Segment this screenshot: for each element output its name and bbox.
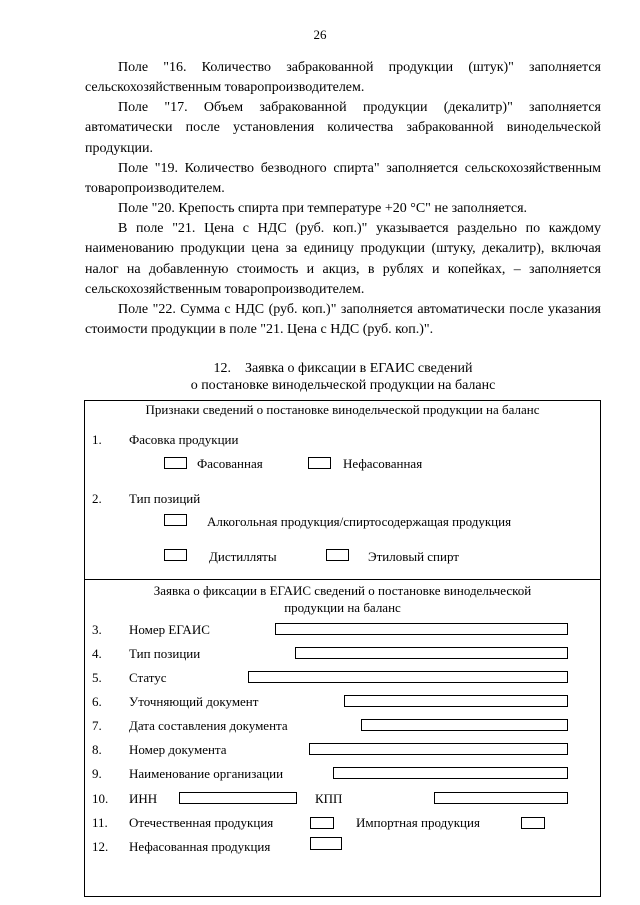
field4-label: Тип позиции [129, 646, 201, 661]
field8-label: Номер документа [129, 742, 227, 757]
paragraph-field-16: Поле "16. Количество забракованной продукции (штук)" заполняется сельскохозяйственным товаропроизводителем. [85, 60, 601, 96]
kpp-label: КПП [315, 791, 343, 806]
item1-label: Фасовка продукции [129, 432, 239, 447]
unpackaged-product-label: Нефасованная продукция [129, 839, 271, 854]
alcohol-product-checkbox[interactable] [164, 514, 187, 526]
unpackaged-product-checkbox[interactable] [310, 837, 342, 850]
paragraph-field-17: Поле "17. Объем забракованной продукции (декалитр)" заполняется автоматически после установления количества забракованной винодельческой продукции. [85, 100, 601, 156]
inn-input[interactable] [179, 792, 297, 804]
paragraph-field-20: Поле "20. Крепость спирта при температуре +20 °С" не заполняется. [118, 201, 528, 216]
field5-number: 5. [92, 670, 102, 685]
status-input[interactable] [248, 671, 568, 683]
paragraph-field-21: В поле "21. Цена с НДС (руб. коп.)" указывается раздельно по каждому наименованию продукции цена за единицу продукции (штуку, декалитр), включая налог на добавленную стоимость и акциз, в рублях и копейках, – заполняется сельскохозяйственным товаропроизводителем. [85, 221, 601, 297]
egais-form [84, 400, 601, 897]
part2-title [85, 583, 600, 616]
field6-number: 6. [92, 694, 102, 709]
section-title-line1: Заявка о фиксации в ЕГАИС сведений [244, 361, 473, 376]
unpackaged-checkbox[interactable] [308, 457, 331, 469]
form-divider [85, 579, 600, 580]
section-heading [85, 360, 601, 394]
page-number: 26 [313, 27, 327, 42]
domestic-product-label: Отечественная продукция [129, 815, 274, 830]
row10-number: 10. [92, 791, 109, 806]
part2-title-line1: Заявка о фиксации в ЕГАИС сведений о постановке винодельческой [153, 583, 532, 598]
distillates-checkbox[interactable] [164, 549, 187, 561]
row12-number: 12. [92, 839, 109, 854]
domestic-product-checkbox[interactable] [310, 817, 334, 829]
distillates-label: Дистилляты [209, 549, 277, 564]
field3-number: 3. [92, 622, 102, 637]
section-number: 12. [213, 361, 231, 376]
clarifying-document-input[interactable] [344, 695, 568, 707]
alcohol-product-label: Алкогольная продукция/спиртосодержащая продукция [207, 514, 512, 529]
ethyl-alcohol-label: Этиловый спирт [368, 549, 459, 564]
inn-label: ИНН [129, 791, 158, 806]
egais-number-input[interactable] [275, 623, 568, 635]
item2-number: 2. [92, 491, 102, 506]
field9-label: Наименование организации [129, 766, 284, 781]
organization-name-input[interactable] [333, 767, 568, 779]
part1-title: Признаки сведений о постановке винодельческой продукции на баланс [145, 402, 540, 417]
field5-label: Статус [129, 670, 167, 685]
item1-number: 1. [92, 432, 102, 447]
field8-number: 8. [92, 742, 102, 757]
paragraph-field-19: Поле "19. Количество безводного спирта" заполняется сельскохозяйственным товаропроизводителем. [85, 161, 601, 197]
item2-label: Тип позиций [129, 491, 201, 506]
part2-title-line2: продукции на баланс [284, 599, 401, 615]
packaged-checkbox[interactable] [164, 457, 187, 469]
field3-label: Номер ЕГАИС [129, 622, 210, 637]
imported-product-label: Импортная продукция [356, 815, 480, 830]
ethyl-alcohol-checkbox[interactable] [326, 549, 349, 561]
position-type-input[interactable] [295, 647, 568, 659]
field7-label: Дата составления документа [129, 718, 288, 733]
section-title-line2: о постановке винодельческой продукции на баланс [190, 378, 496, 393]
packaged-label: Фасованная [197, 456, 263, 471]
field7-number: 7. [92, 718, 102, 733]
field6-label: Уточняющий документ [129, 694, 259, 709]
paragraph-field-22: Поле "22. Сумма с НДС (руб. коп.)" заполняется автоматически после указания стоимости продукции в поле "21. Цена с НДС (руб. коп.)". [85, 302, 601, 338]
row11-number: 11. [92, 815, 108, 830]
field9-number: 9. [92, 766, 102, 781]
field4-number: 4. [92, 646, 102, 661]
imported-product-checkbox[interactable] [521, 817, 545, 829]
unpackaged-label: Нефасованная [343, 456, 423, 471]
document-date-input[interactable] [361, 719, 568, 731]
document-number-input[interactable] [309, 743, 568, 755]
kpp-input[interactable] [434, 792, 568, 804]
